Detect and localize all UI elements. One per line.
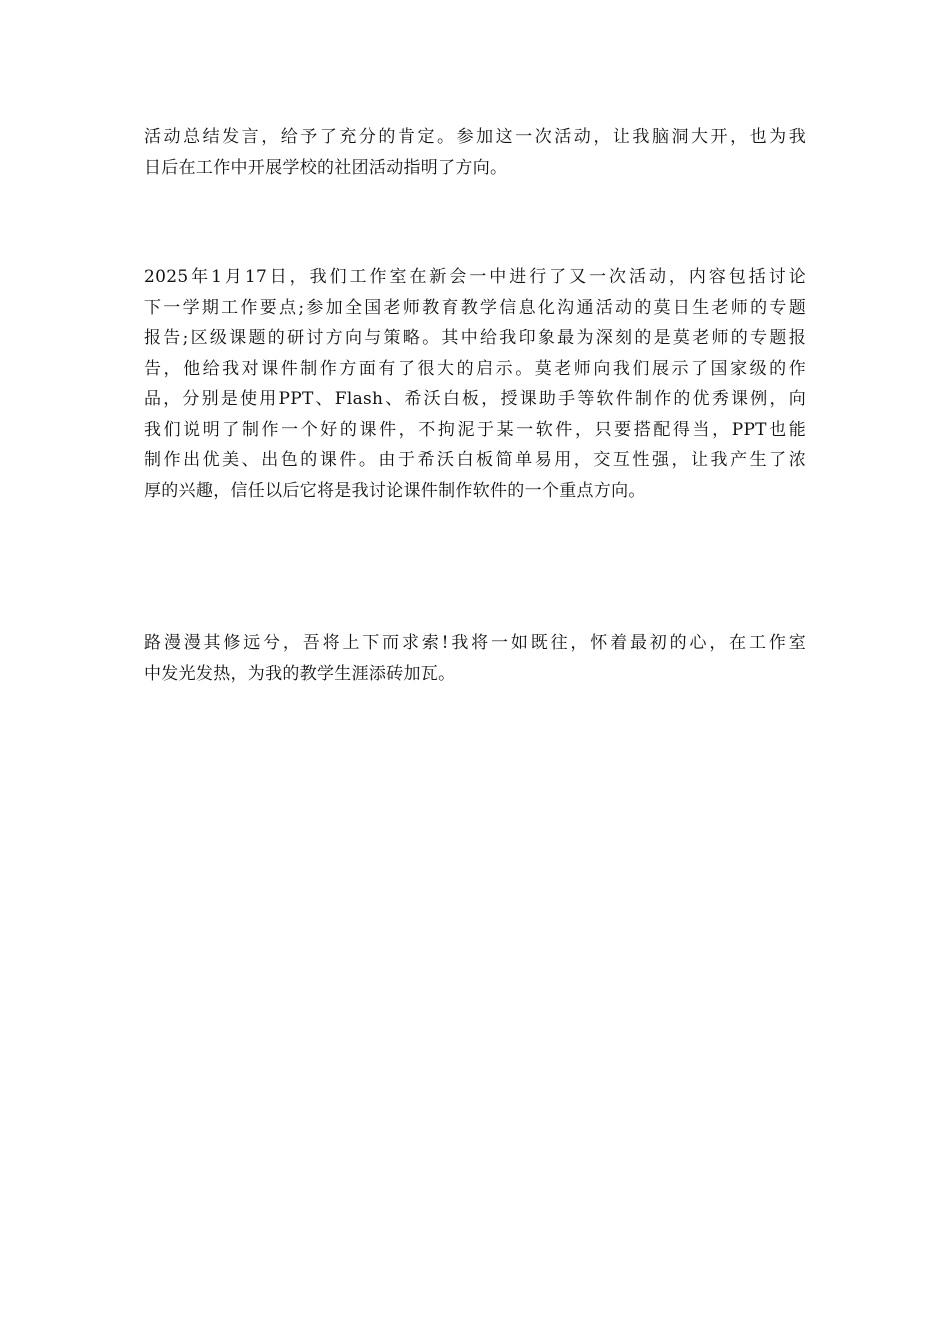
text-line: 品，分别是使用PPT、Flash、希沃白板，授课助手等软件制作的优秀课例，向 bbox=[144, 389, 806, 409]
paragraph-closing bbox=[144, 628, 806, 689]
text-line: 日后在工作中开展学校的社团活动指明了方向。 bbox=[144, 157, 508, 178]
paragraph-activity-summary bbox=[144, 122, 806, 183]
text-line: 我们说明了制作一个好的课件，不拘泥于某一软件，只要搭配得当，PPT也能 bbox=[144, 419, 806, 440]
text-line: 制作出优美、出色的课件。由于希沃白板简单易用，交互性强，让我产生了浓 bbox=[144, 450, 806, 470]
text-line: 厚的兴趣，信任以后它将是我讨论课件制作软件的一个重点方向。 bbox=[144, 480, 646, 501]
text-line: 下一学期工作要点;参加全国老师教育教学信息化沟通活动的莫日生老师的专题 bbox=[144, 297, 806, 318]
text-line: 中发光发热，为我的教学生涯添砖加瓦。 bbox=[144, 663, 456, 684]
paragraph-workshop-activity bbox=[144, 262, 806, 506]
text-line: 告，他给我对课件制作方面有了很大的启示。莫老师向我们展示了国家级的作 bbox=[144, 358, 806, 379]
text-line: 报告;区级课题的研讨方向与策略。其中给我印象最为深刻的是莫老师的专题报 bbox=[144, 328, 806, 348]
text-line: 活动总结发言，给予了充分的肯定。参加这一次活动，让我脑洞大开，也为我 bbox=[144, 127, 806, 147]
text-line: 2025年1月17日，我们工作室在新会一中进行了又一次活动，内容包括讨论 bbox=[144, 267, 806, 287]
text-line: 路漫漫其修远兮，吾将上下而求索!我将一如既往，怀着最初的心，在工作室 bbox=[144, 633, 806, 653]
